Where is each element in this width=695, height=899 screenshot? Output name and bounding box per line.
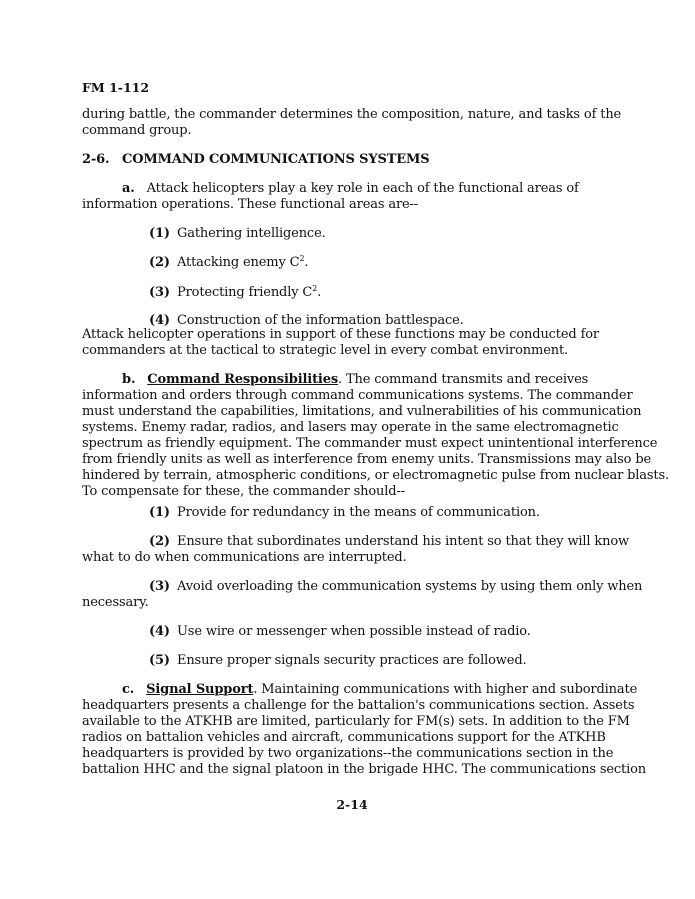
para-c-heading: Signal Support xyxy=(146,682,254,697)
list-item xyxy=(149,624,531,641)
list-item-number: (1) xyxy=(149,505,170,520)
para-b-label: b. xyxy=(122,372,136,387)
para-b-line: hindered by terrain, atmospheric conditions, or electromagnetic pulse from nuclear blasts. xyxy=(82,468,670,483)
para-b-line: must understand the capabilities, limitations, and vulnerabilities of his communication xyxy=(82,404,642,419)
para-c-line: headquarters presents a challenge for the battalion's communications section. Assets xyxy=(82,698,635,713)
para-b-line: spectrum as friendly equipment. The commander must expect unintentional interference xyxy=(82,436,658,451)
para-b-line xyxy=(122,372,588,389)
section-number: 2-6. xyxy=(82,152,110,167)
list-item xyxy=(149,505,540,522)
intro-line: command group. xyxy=(82,123,192,138)
list-item-tail: . xyxy=(317,285,322,300)
list-item xyxy=(149,226,326,243)
para-a-text: Attack helicopters play a key role in each of the functional areas of xyxy=(146,181,579,196)
list-item-text: Protecting friendly C xyxy=(177,285,313,300)
para-a-closing: commanders at the tactical to strategic level in every combat environment. xyxy=(82,343,569,358)
section-title: COMMAND COMMUNICATIONS SYSTEMS xyxy=(122,152,430,167)
list-item-continuation: necessary. xyxy=(82,595,149,610)
para-c-label: c. xyxy=(122,682,135,697)
para-c-line: available to the ATKHB are limited, particularly for FM(s) sets. In addition to the FM xyxy=(82,714,630,729)
para-c-line: radios on battalion vehicles and aircraft, communications support for the ATKHB xyxy=(82,730,606,745)
list-item-number: (4) xyxy=(149,313,170,328)
list-item-text: Provide for redundancy in the means of communication. xyxy=(177,505,540,520)
list-item-continuation: what to do when communications are interrupted. xyxy=(82,550,407,565)
list-item-tail: . xyxy=(304,255,309,270)
list-item-text: Use wire or messenger when possible instead of radio. xyxy=(177,624,531,639)
para-a-line xyxy=(122,181,579,198)
list-item xyxy=(149,653,526,670)
para-b-line: from friendly units as well as interference from enemy units. Transmissions may also be xyxy=(82,452,652,467)
para-a-label: a. xyxy=(122,181,135,196)
para-b-line: information and orders through command communications systems. The commander xyxy=(82,388,633,403)
intro-line: during battle, the commander determines the composition, nature, and tasks of the xyxy=(82,107,622,122)
list-item-number: (5) xyxy=(149,653,170,668)
para-b-heading: Command Responsibilities xyxy=(147,372,339,387)
para-b-text: . The command transmits and receives xyxy=(338,372,589,387)
list-item-text: Ensure that subordinates understand his intent so that they will know xyxy=(177,534,630,549)
list-item-text: Avoid overloading the communication systems by using them only when xyxy=(177,579,643,594)
list-item xyxy=(149,255,308,272)
list-item-number: (2) xyxy=(149,255,170,270)
list-item-number: (1) xyxy=(149,226,170,241)
list-item-number: (3) xyxy=(149,579,170,594)
list-item-text: Gathering intelligence. xyxy=(177,226,326,241)
superscript: 2 xyxy=(299,254,305,263)
page-number: 2-14 xyxy=(336,797,368,812)
list-item-number: (4) xyxy=(149,624,170,639)
para-c-text: . Maintaining communications with higher and subordinate xyxy=(253,682,638,697)
para-b-line: systems. Enemy radar, radios, and lasers may operate in the same electromagnetic xyxy=(82,420,619,435)
list-item-text: Ensure proper signals security practices are followed. xyxy=(177,653,527,668)
para-a-closing: Attack helicopter operations in support of these functions may be conducted for xyxy=(82,327,599,342)
para-c-line: battalion HHC and the signal platoon in the brigade HHC. The communications section xyxy=(82,762,646,777)
para-c-line: headquarters is provided by two organizations--the communications section in the xyxy=(82,746,614,761)
superscript: 2 xyxy=(312,284,318,293)
list-item xyxy=(149,579,642,596)
list-item-number: (2) xyxy=(149,534,170,549)
document-id-header: FM 1-112 xyxy=(82,80,150,95)
list-item-text: Attacking enemy C xyxy=(177,255,300,270)
list-item xyxy=(149,285,321,302)
list-item xyxy=(149,534,629,551)
list-item-text: Construction of the information battlespace. xyxy=(177,313,464,328)
section-heading xyxy=(82,152,430,169)
para-b-line: To compensate for these, the commander should-- xyxy=(82,484,405,499)
list-item-number: (3) xyxy=(149,285,170,300)
para-c-line xyxy=(122,682,637,699)
para-a-line: information operations. These functional areas are-- xyxy=(82,197,419,212)
